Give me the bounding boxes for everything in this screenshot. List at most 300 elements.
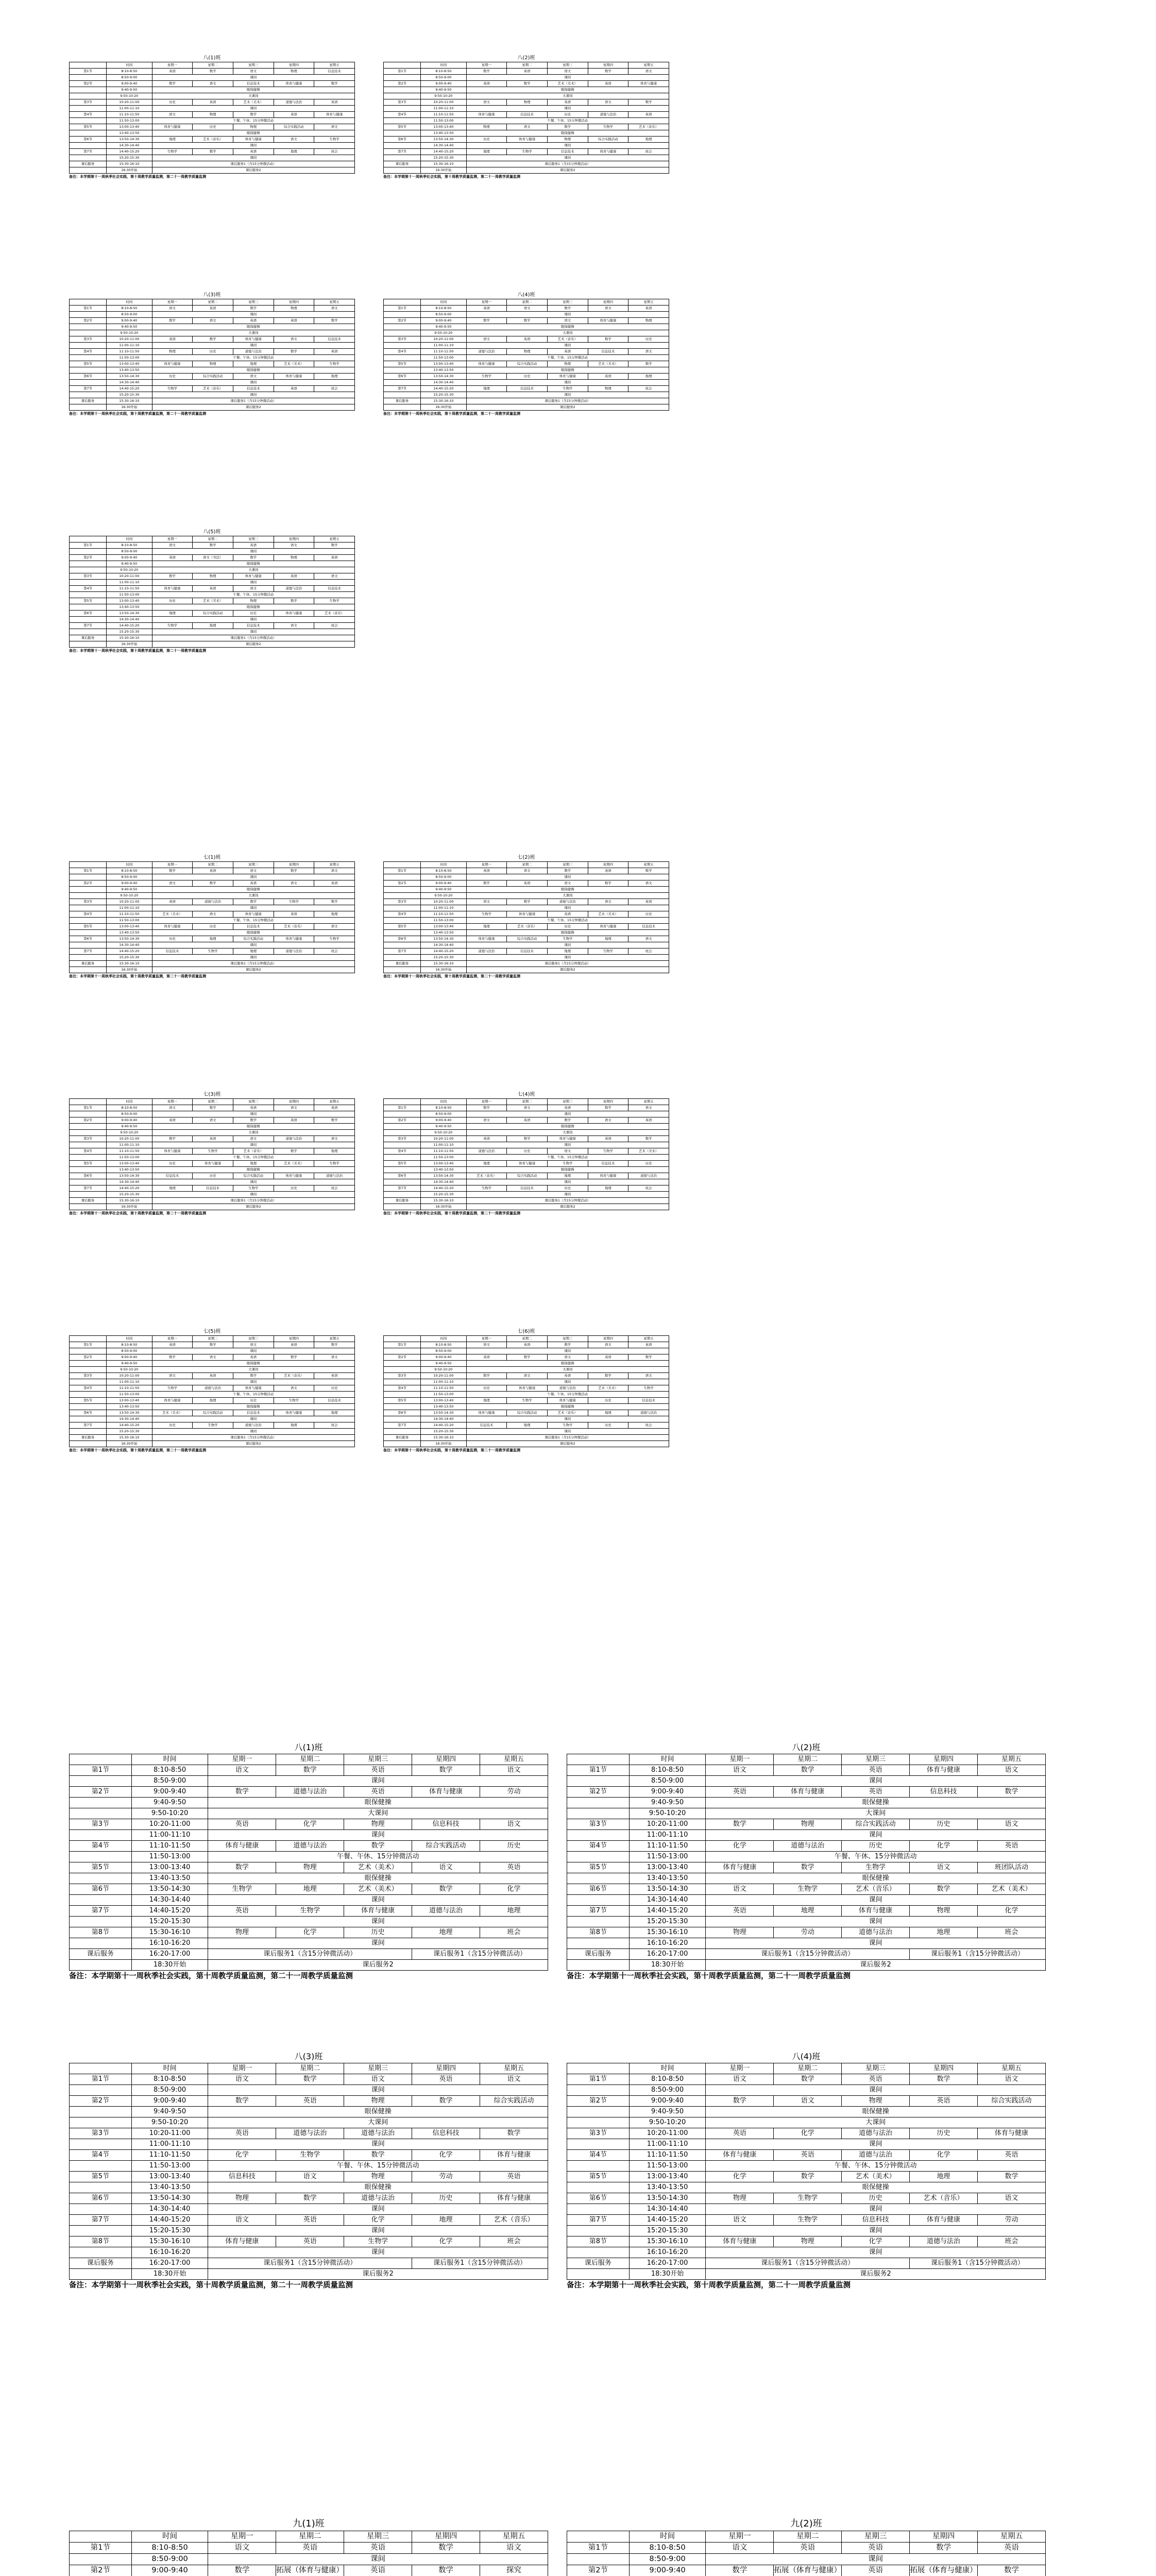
time-cell: 15:20-15:30	[421, 1192, 467, 1198]
time-cell: 8:50-9:00	[421, 312, 467, 318]
span-activity-cell: 眼保健操	[466, 87, 669, 93]
subject-cell: 劳动	[978, 2215, 1046, 2226]
span-activity-cell: 课后服务2	[152, 404, 354, 411]
subject-cell: 语文	[274, 1385, 314, 1392]
period-row	[70, 306, 355, 312]
span-activity-cell: 眼保健操	[152, 1361, 354, 1367]
period-row	[70, 1410, 355, 1416]
break-row	[70, 905, 355, 911]
time-cell: 9:50-10:20	[421, 1130, 467, 1136]
subject-cell: 信息技术	[152, 948, 193, 955]
header-cell: 星期二	[276, 2063, 344, 2074]
span-activity-cell: 课后服务2	[466, 167, 669, 174]
subject-cell: 物理	[208, 2193, 276, 2204]
subject-cell: 历史	[344, 1927, 412, 1938]
header-cell: 星期三	[344, 1754, 412, 1765]
period-label-cell: 第3节	[384, 1373, 421, 1379]
span-activity-cell: 课后服务1（含15分钟微活动）	[466, 398, 669, 404]
subject-cell: 英语	[274, 1117, 314, 1124]
period-row	[70, 2258, 548, 2269]
period-label-cell: 第5节	[70, 598, 107, 604]
span-activity-cell: 课间	[706, 1776, 1046, 1787]
time-cell: 9:40-9:50	[421, 887, 467, 893]
subject-cell: 数学	[628, 1354, 669, 1361]
break-row	[384, 1348, 669, 1354]
subject-cell: 数学	[910, 1884, 978, 1895]
span-activity-cell: 课间	[706, 2204, 1046, 2215]
span-activity-cell: 课间	[208, 2204, 548, 2215]
period-row	[384, 899, 669, 905]
period-label-cell: 第1节	[70, 306, 107, 312]
timetable-note: 备注：本学期第十一周秋季社会实践，第十周教学质量监测，第二十一周教学质量监测	[69, 2281, 353, 2290]
subject-cell: 英语	[628, 306, 669, 312]
span-activity-cell: 课间	[152, 155, 354, 161]
subject-cell: 综合实践活动	[233, 1173, 274, 1179]
header-cell: 星期四	[910, 2063, 978, 2074]
subject-cell: 生物学	[547, 386, 588, 392]
subject-cell: 班会	[628, 1185, 669, 1192]
span-activity-cell: 午餐、午休、15分钟微活动	[466, 1155, 669, 1161]
span-activity-cell: 课间	[208, 1776, 548, 1787]
period-label-cell	[70, 592, 107, 598]
period-label-cell	[384, 942, 421, 948]
time-cell: 15:20-15:30	[107, 1192, 152, 1198]
period-row	[567, 2128, 1046, 2139]
subject-cell: 劳动	[480, 1787, 548, 1798]
time-cell: 10:20-11:00	[629, 1819, 706, 1830]
break-row	[70, 967, 355, 973]
period-label-cell: 第7节	[70, 2215, 132, 2226]
timetable-title: 七(3)班	[203, 1092, 221, 1097]
subject-cell: 生物学	[588, 124, 628, 130]
subject-cell: 综合实践活动	[412, 1841, 480, 1852]
period-label-cell: 第1节	[567, 1765, 630, 1776]
span-activity-cell: 课后服务2	[208, 2269, 548, 2280]
subject-cell: 语文	[314, 924, 355, 930]
time-cell: 11:50-13:00	[107, 118, 152, 124]
span-activity-cell: 课间	[466, 143, 669, 149]
subject-cell: 语文	[507, 306, 548, 312]
period-label-cell: 第6节	[70, 1884, 132, 1895]
period-row	[384, 161, 669, 167]
break-row	[70, 167, 355, 174]
timetable-note: 备注：本学期第十一周秋季社会实践，第十周教学质量监测，第二十一周教学质量监测	[69, 1448, 206, 1452]
span-activity-cell: 课间	[706, 2247, 1046, 2258]
subject-cell: 探究	[480, 2565, 548, 2576]
period-row	[567, 2172, 1046, 2182]
span-activity-cell: 课间	[466, 1379, 669, 1385]
subject-cell: 生物学	[507, 149, 548, 155]
subject-cell: 生物学	[507, 1398, 548, 1404]
time-cell: 13:50-14:30	[629, 2193, 706, 2204]
subject-cell: 语文	[233, 1136, 274, 1142]
time-cell: 8:10-8:50	[107, 868, 152, 874]
time-cell: 13:50-14:30	[107, 1410, 152, 1416]
time-cell: 11:50-13:00	[421, 1155, 467, 1161]
header-cell: 星期一	[208, 2531, 276, 2543]
break-row	[567, 1808, 1046, 1819]
header-cell: 星期二	[193, 62, 233, 69]
period-label-cell: 第6节	[384, 374, 421, 380]
header-blank-cell	[70, 2531, 132, 2543]
subject-cell: 语文	[193, 1354, 233, 1361]
subject-cell: 生物学	[152, 623, 193, 629]
time-cell: 16:20-17:00	[629, 2258, 706, 2269]
time-cell: 13:40-13:50	[421, 930, 467, 936]
period-label-cell: 课后服务	[70, 1198, 107, 1204]
period-label-cell: 第2节	[384, 81, 421, 87]
time-cell: 8:50-9:00	[107, 75, 152, 81]
time-cell: 13:50-14:30	[107, 374, 152, 380]
period-row	[567, 1884, 1046, 1895]
period-label-cell: 第4节	[567, 2150, 630, 2161]
header-blank-cell	[384, 299, 421, 306]
span-activity-cell: 课间	[466, 1111, 669, 1117]
time-cell: 13:40-13:50	[421, 130, 467, 137]
time-cell: 11:00-11:10	[421, 1379, 467, 1385]
break-row	[384, 392, 669, 398]
subject-cell: 化学	[774, 2128, 842, 2139]
time-cell: 13:40-13:50	[131, 2182, 208, 2193]
period-row	[70, 611, 355, 617]
period-label-cell: 第4节	[70, 586, 107, 592]
subject-cell: 物理	[274, 555, 314, 561]
header-cell: 时间	[629, 1754, 706, 1765]
subject-cell: 语文	[152, 880, 193, 887]
timetable-grid	[69, 2063, 548, 2280]
subject-cell: 历史	[547, 924, 588, 930]
time-cell: 15:20-15:30	[107, 629, 152, 635]
break-row	[70, 1852, 548, 1862]
header-cell: 星期四	[274, 1336, 314, 1342]
period-label-cell	[384, 1142, 421, 1148]
break-row	[70, 592, 355, 598]
subject-cell: 体育与健康	[706, 1862, 774, 1873]
period-row	[567, 2074, 1046, 2085]
timetable-title: 七(2)班	[517, 855, 535, 860]
span-activity-cell: 眼保健操	[152, 367, 354, 374]
header-cell: 星期三	[344, 2063, 412, 2074]
header-row	[70, 1336, 355, 1342]
period-label-cell: 第5节	[384, 1161, 421, 1167]
period-label-cell	[567, 1776, 630, 1787]
header-blank-cell	[384, 1336, 421, 1342]
time-cell: 9:00-9:40	[629, 2565, 706, 2576]
subject-cell: 地理	[412, 2215, 480, 2226]
break-row	[70, 2269, 548, 2280]
subject-cell: 信息技术	[314, 69, 355, 75]
period-label-cell	[70, 918, 107, 924]
subject-cell: 语文	[152, 1105, 193, 1111]
subject-cell: 英语	[152, 336, 193, 343]
subject-cell: 数学	[233, 112, 274, 118]
span-activity-cell: 课间	[466, 392, 669, 398]
subject-cell: 数学	[274, 868, 314, 874]
break-row	[70, 2554, 548, 2565]
period-label-cell	[384, 93, 421, 99]
subject-cell: 生物学	[274, 1398, 314, 1404]
period-label-cell	[384, 893, 421, 899]
break-row	[70, 106, 355, 112]
header-cell: 星期五	[314, 536, 355, 543]
subject-cell: 班会	[480, 2236, 548, 2247]
time-cell: 11:50-13:00	[421, 355, 467, 361]
subject-cell: 体育与健康	[152, 1148, 193, 1155]
time-cell: 18:30开始	[629, 2269, 706, 2280]
period-label-cell	[384, 1124, 421, 1130]
time-cell: 15:30-16:10	[107, 635, 152, 641]
subject-cell: 生物学	[276, 2150, 344, 2161]
subject-cell: 数学	[314, 1342, 355, 1348]
span-activity-cell: 午餐、午休、15分钟微活动	[208, 1852, 548, 1862]
header-row	[384, 862, 669, 868]
period-label-cell: 第1节	[567, 2543, 630, 2554]
span-activity-cell: 课间	[152, 1179, 354, 1185]
period-row	[567, 2543, 1046, 2554]
span-activity-cell: 眼保健操	[706, 2182, 1046, 2193]
time-cell: 11:00-11:10	[629, 1830, 706, 1841]
header-cell: 时间	[107, 299, 152, 306]
subject-cell: 英语	[842, 2074, 910, 2085]
subject-cell: 班会	[978, 1927, 1046, 1938]
subject-cell: 地理	[480, 1906, 548, 1917]
time-cell: 8:10-8:50	[629, 2074, 706, 2085]
period-row	[70, 1862, 548, 1873]
period-label-cell: 第4节	[70, 1841, 132, 1852]
header-cell: 时间	[131, 1754, 208, 1765]
time-cell: 11:10-11:50	[107, 112, 152, 118]
time-cell: 14:40-15:20	[107, 623, 152, 629]
break-row	[384, 930, 669, 936]
time-cell: 13:40-13:50	[107, 1167, 152, 1173]
break-row	[70, 380, 355, 386]
break-row	[70, 87, 355, 93]
break-row	[70, 629, 355, 635]
class-timetable-15	[69, 2517, 548, 2576]
subject-cell: 地理	[412, 1927, 480, 1938]
timetable-note: 备注：本学期第十一周秋季社会实践，第十周教学质量监测，第二十一周教学质量监测	[383, 412, 520, 416]
subject-cell: 语文	[706, 2074, 774, 2085]
time-cell: 15:20-15:30	[107, 392, 152, 398]
subject-cell: 英语	[276, 2543, 344, 2554]
period-label-cell	[70, 143, 107, 149]
period-row	[384, 81, 669, 87]
subject-cell: 地理	[314, 374, 355, 380]
span-activity-cell: 眼保健操	[208, 2182, 548, 2193]
period-row	[384, 336, 669, 343]
time-cell: 15:30-16:10	[421, 161, 467, 167]
time-cell: 14:30-14:40	[107, 942, 152, 948]
header-cell: 星期二	[193, 299, 233, 306]
time-cell: 13:50-14:30	[107, 137, 152, 143]
break-row	[384, 87, 669, 93]
period-label-cell	[70, 355, 107, 361]
subject-cell: 班会	[314, 1185, 355, 1192]
subject-cell: 艺术（音乐）	[547, 1410, 588, 1416]
subject-cell: 体育与健康	[152, 361, 193, 367]
class-timetable-16	[567, 2517, 1046, 2576]
subject-cell: 数学	[978, 1787, 1046, 1798]
time-cell: 18:30开始	[131, 2269, 208, 2280]
subject-cell: 英语	[547, 99, 588, 106]
period-label-cell	[70, 955, 107, 961]
time-cell: 15:20-15:30	[421, 155, 467, 161]
subject-cell: 信息技术	[193, 1185, 233, 1192]
period-label-cell: 课后服务	[384, 961, 421, 967]
header-cell: 星期五	[480, 2063, 548, 2074]
subject-cell: 数学	[193, 1105, 233, 1111]
period-label-cell: 第7节	[567, 1906, 630, 1917]
span-activity-cell: 课后服务2	[706, 1960, 1046, 1971]
subject-cell: 数学	[466, 1105, 507, 1111]
time-cell: 8:10-8:50	[421, 1342, 467, 1348]
subject-cell: 综合实践活动	[588, 137, 628, 143]
subject-cell: 英语	[152, 1342, 193, 1348]
header-cell: 星期三	[547, 862, 588, 868]
period-label-cell	[567, 2107, 630, 2117]
span-activity-cell: 午餐、午休、15分钟微活动	[152, 918, 354, 924]
subject-cell: 物理	[193, 573, 233, 580]
header-cell: 星期一	[152, 299, 193, 306]
subject-cell: 体育与健康	[507, 137, 548, 143]
subject-cell: 数学	[233, 555, 274, 561]
period-row	[70, 555, 355, 561]
header-cell: 星期五	[480, 2531, 548, 2543]
subject-cell: 道德与法治	[774, 1841, 842, 1852]
period-label-cell	[567, 1873, 630, 1884]
period-label-cell	[567, 2161, 630, 2172]
span-activity-cell: 课后服务1（含15分钟微活动）	[466, 161, 669, 167]
header-cell: 时间	[107, 62, 152, 69]
header-cell: 星期四	[274, 862, 314, 868]
span-activity-cell: 大课间	[706, 1808, 1046, 1819]
period-row	[70, 1185, 355, 1192]
subject-cell: 体育与健康	[706, 2150, 774, 2161]
subject-cell: 数学	[314, 81, 355, 87]
subject-cell: 英语	[314, 1105, 355, 1111]
period-row	[567, 1862, 1046, 1873]
subject-cell: 地理	[274, 1422, 314, 1429]
time-cell: 9:50-10:20	[107, 1130, 152, 1136]
period-label-cell: 第5节	[70, 2172, 132, 2182]
period-label-cell	[70, 1361, 107, 1367]
time-cell: 13:00-13:40	[107, 924, 152, 930]
subject-cell: 数学	[233, 899, 274, 905]
subject-cell: 语文	[193, 1117, 233, 1124]
service-cell: 课后服务1（含15分钟微活动）	[706, 2258, 910, 2269]
time-cell: 15:20-15:30	[629, 2226, 706, 2236]
time-cell: 13:50-14:30	[421, 936, 467, 942]
header-cell: 星期三	[233, 1099, 274, 1105]
period-row	[384, 1373, 669, 1379]
span-activity-cell: 午餐、午休、15分钟微活动	[466, 355, 669, 361]
subject-cell: 道德与法治	[274, 948, 314, 955]
period-row	[70, 1398, 355, 1404]
span-activity-cell: 眼保健操	[208, 2107, 548, 2117]
period-label-cell: 第6节	[384, 936, 421, 942]
subject-cell: 体育与健康	[233, 1385, 274, 1392]
span-activity-cell: 课间	[466, 955, 669, 961]
time-cell: 8:10-8:50	[107, 1105, 152, 1111]
header-cell: 星期一	[466, 299, 507, 306]
break-row	[384, 918, 669, 924]
time-cell: 13:40-13:50	[421, 1404, 467, 1410]
period-row	[70, 1906, 548, 1917]
time-cell: 9:40-9:50	[629, 1798, 706, 1808]
subject-cell: 班会	[480, 1927, 548, 1938]
break-row	[70, 1348, 355, 1354]
span-activity-cell: 大课间	[152, 1367, 354, 1373]
subject-cell: 信息技术	[233, 924, 274, 930]
break-row	[567, 1830, 1046, 1841]
subject-cell: 数学	[193, 543, 233, 549]
period-row	[70, 961, 355, 967]
time-cell: 8:50-9:00	[107, 874, 152, 880]
time-cell: 11:50-13:00	[107, 355, 152, 361]
time-cell: 8:50-9:00	[131, 1776, 208, 1787]
time-cell: 9:50-10:20	[421, 330, 467, 336]
span-activity-cell: 课间	[152, 1348, 354, 1354]
period-row	[384, 1342, 669, 1348]
subject-cell: 英语	[152, 555, 193, 561]
subject-cell: 英语	[706, 1787, 774, 1798]
break-row	[384, 1367, 669, 1373]
period-row	[384, 361, 669, 367]
subject-cell: 语文	[344, 2074, 412, 2085]
time-cell: 15:30-16:10	[107, 1198, 152, 1204]
time-cell: 11:50-13:00	[131, 1852, 208, 1862]
period-label-cell	[70, 1111, 107, 1117]
subject-cell: 语文	[547, 880, 588, 887]
subject-cell: 英语	[152, 1117, 193, 1124]
period-row	[70, 1949, 548, 1960]
header-cell: 星期五	[314, 299, 355, 306]
timetable-note: 备注：本学期第十一周秋季社会实践，第十周教学质量监测，第二十一周教学质量监测	[69, 175, 206, 179]
time-cell: 13:40-13:50	[131, 1873, 208, 1884]
break-row	[70, 1124, 355, 1130]
time-cell: 8:10-8:50	[107, 543, 152, 549]
subject-cell: 数学	[193, 69, 233, 75]
span-activity-cell: 课间	[208, 2247, 548, 2258]
subject-cell: 数学	[978, 2172, 1046, 2182]
break-row	[70, 2204, 548, 2215]
header-cell: 星期二	[193, 862, 233, 868]
period-row	[70, 948, 355, 955]
period-row	[70, 1117, 355, 1124]
time-cell: 11:10-11:50	[421, 349, 467, 355]
span-activity-cell: 课间	[152, 905, 354, 911]
subject-cell: 语文	[628, 1373, 669, 1379]
subject-cell: 数学	[628, 361, 669, 367]
time-cell: 14:30-14:40	[107, 1179, 152, 1185]
class-timetable-5	[69, 854, 355, 979]
time-cell: 11:10-11:50	[421, 1385, 467, 1392]
subject-cell: 英语	[466, 1136, 507, 1142]
header-cell: 星期三	[233, 62, 274, 69]
span-activity-cell: 眼保健操	[208, 1873, 548, 1884]
subject-cell: 物理	[842, 2096, 910, 2107]
period-label-cell: 第4节	[384, 911, 421, 918]
break-row	[70, 2182, 548, 2193]
subject-cell: 体育与健康	[588, 318, 628, 324]
subject-cell: 语文	[480, 1765, 548, 1776]
subject-cell: 数学	[480, 2128, 548, 2139]
header-cell: 星期一	[152, 862, 193, 868]
header-cell: 星期五	[314, 62, 355, 69]
time-cell: 11:50-13:00	[629, 1852, 706, 1862]
period-label-cell	[384, 87, 421, 93]
subject-cell: 英语	[274, 318, 314, 324]
